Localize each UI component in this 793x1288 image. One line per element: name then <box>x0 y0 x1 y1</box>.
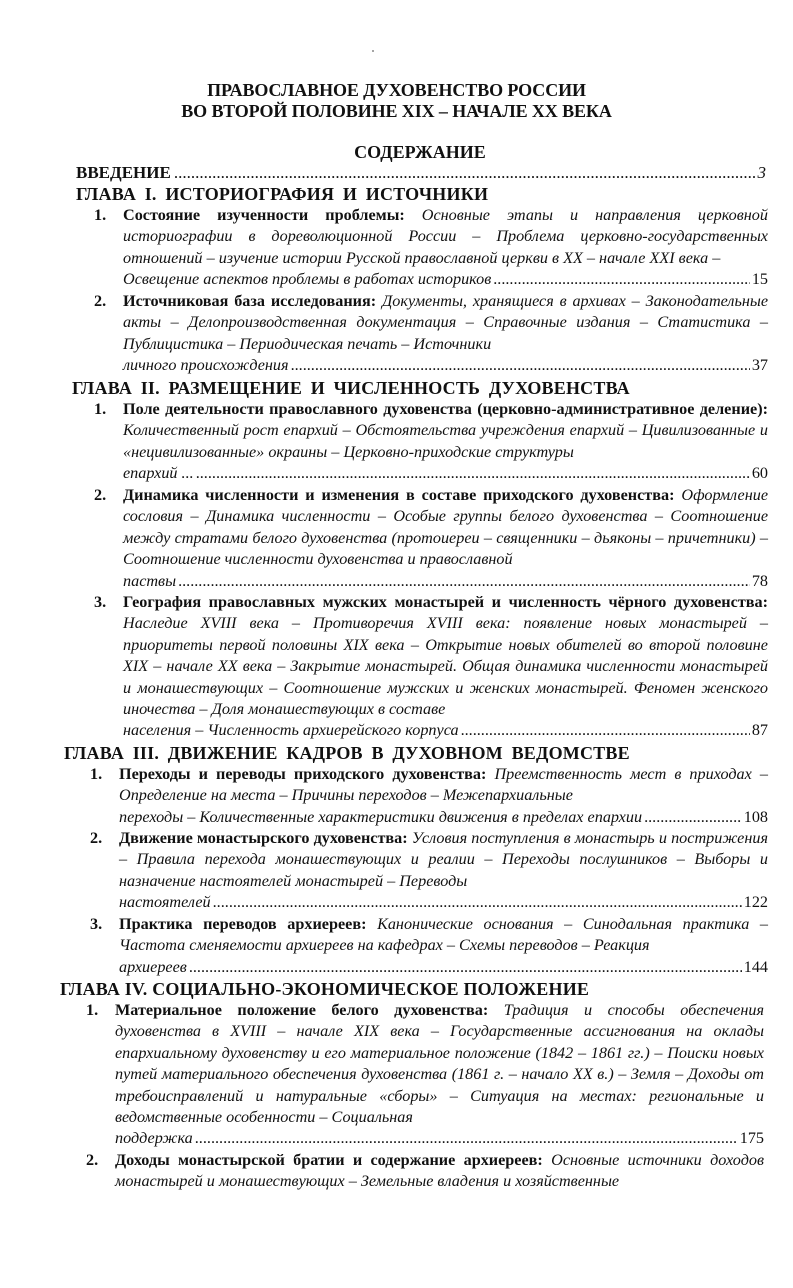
toc-page-number: 87 <box>751 721 768 740</box>
toc-page-number: 3 <box>757 163 766 182</box>
section-number: 2. <box>86 1151 99 1169</box>
dot-leader <box>493 269 750 290</box>
toc-entry-3-2[interactable] <box>92 828 768 914</box>
section-title: Движение монастырского духовенства: <box>119 829 408 847</box>
section-description: Преемственность мест в приходах – Определение на места – Причины переходов – Межепархиальные <box>119 765 768 805</box>
section-description-tail: личного происхождения <box>123 356 289 375</box>
section-description: Документы, хранящиеся в архивах – Законодательные акты – Делопроизводственная документация – Справочные издания – Статистика – Публицистика – Периодическая печать – Источники <box>123 292 769 353</box>
section-title: Состояние изученности проблемы: <box>123 206 405 224</box>
section-title: Материальное положение белого духовенства: <box>115 1001 489 1019</box>
section-title: Доходы монастырской братии и содержание архиереев: <box>115 1151 543 1169</box>
dot-leader <box>189 957 742 978</box>
section-last-line <box>123 269 768 290</box>
toc-page-number: 108 <box>743 807 768 826</box>
section-description: Основные этапы и направления церковной историографии в дореволюционной России – Проблема церковно-государственных отношений – изучение истории Русской православной церкви в XX – начале XXI века – <box>123 206 768 267</box>
section-number: 3. <box>90 915 103 933</box>
section-description-tail: настоятелей <box>119 893 211 912</box>
section-description-tail: архиереев <box>119 957 187 976</box>
toc-page-number: 144 <box>743 957 768 976</box>
section-description: Основные источники доходов монастырей и монашествующих – Земельные владения и хозяйственные <box>115 1151 764 1191</box>
toc-entry-2-3[interactable] <box>96 592 768 742</box>
toc-page-number: 60 <box>751 464 768 483</box>
toc-entry-4-1[interactable] <box>88 1000 764 1150</box>
section-number: 3. <box>94 593 107 611</box>
toc-page-number: 122 <box>743 893 768 912</box>
dot-leader <box>461 720 750 741</box>
section-description: Количественный рост епархий – Обстоятельства учреждения епархий – Цивилизованные и «нецивилизованные» окраины – Церковно-приходские структуры <box>123 421 768 461</box>
section-description-tail: поддержка <box>115 1129 193 1148</box>
toc-entry-4-2[interactable] <box>88 1150 764 1193</box>
section-last-line <box>119 957 768 978</box>
toc-entry-1-1[interactable] <box>96 205 768 291</box>
dot-leader <box>196 463 750 484</box>
contents-heading: СОДЕРЖАНИЕ <box>354 142 486 162</box>
toc-entry-label: ВВЕДЕНИЕ <box>76 163 171 182</box>
section-description-tail: населения – Численность архиерейского корпуса <box>123 721 459 740</box>
section-last-line <box>119 892 768 913</box>
toc-page-number: 37 <box>751 356 768 375</box>
book-title-line-2: ВО ВТОРОЙ ПОЛОВИНЕ XIX – НАЧАЛЕ XX ВЕКА <box>181 101 612 121</box>
section-title: География православных мужских монастырей и численность чёрного духовенства: <box>123 593 768 611</box>
section-title: Практика переводов архиереев: <box>119 915 367 933</box>
chapter-3-heading[interactable]: ГЛАВА III. ДВИЖЕНИЕ КАДРОВ В ДУХОВНОМ ВЕДОМСТВЕ <box>64 743 630 763</box>
section-last-line <box>123 571 768 592</box>
toc-page-number: 175 <box>739 1129 764 1148</box>
section-description: Канонические основания – Синодальная практика – Частота сменяемости архиереев на кафедрах – Схемы переводов – Реакция <box>119 915 768 955</box>
section-last-line <box>119 807 768 828</box>
toc-entry-2-1[interactable] <box>96 399 768 485</box>
section-number: 1. <box>94 400 107 418</box>
section-description: Традиция и способы обеспечения духовенства в XVIII – начале XIX века – Государственные ассигнования на оклады епархиальному духовенству и его материальное положение (1842 – 1861 гг.) – Поиски новых путей материального обеспечения духовенства (1861 г. – начало XX в.) – Земля – Доходы от требоисправлений и натуральные «сборы» – Ситуация на местах: региональные и ведомственные особенности – Социальная <box>115 1001 765 1127</box>
section-title: Источниковая база исследования: <box>123 292 377 310</box>
toc-page-number: 15 <box>751 270 768 289</box>
section-title: Динамика численности и изменения в составе приходского духовенства: <box>123 486 675 504</box>
section-number: 1. <box>86 1001 99 1019</box>
section-description: Оформление сословия – Динамика численности – Особые группы белого духовенства – Соотношение между стратами белого духовенства (протоиереи – священники – дьяконы – причетники) – Соотношение численности духовенства и православной <box>123 486 769 569</box>
book-title-line-1: ПРАВОСЛАВНОЕ ДУХОВЕНСТВО РОССИИ <box>207 80 586 100</box>
dot-leader <box>178 571 750 592</box>
toc-entry-introduction[interactable] <box>76 162 766 184</box>
toc-entry-1-2[interactable] <box>96 291 768 377</box>
dot-leader <box>174 162 755 184</box>
section-title: Переходы и переводы приходского духовенства: <box>119 765 487 783</box>
chapter-2-heading[interactable]: ГЛАВА II. РАЗМЕЩЕНИЕ И ЧИСЛЕННОСТЬ ДУХОВЕНСТВА <box>72 378 630 398</box>
section-number: 2. <box>94 486 107 504</box>
section-last-line <box>123 720 768 741</box>
dot-leader <box>213 892 742 913</box>
chapter-4-heading[interactable]: ГЛАВА IV. СОЦИАЛЬНО-ЭКОНОМИЧЕСКОЕ ПОЛОЖЕНИЕ <box>60 979 590 999</box>
toc-page-number: 78 <box>751 571 768 590</box>
section-number: 1. <box>94 206 107 224</box>
toc-entry-3-3[interactable] <box>92 914 768 978</box>
section-number: 1. <box>90 765 103 783</box>
section-last-line <box>123 463 768 484</box>
dot-leader <box>644 807 742 828</box>
section-description: Наследие XVIII века – Противоречия XVIII века: появление новых монастырей – приоритеты первой половины XIX века – Открытие новых обителей во второй половине XIX – начале XX века – Закрытие монастырей. Общая динамика численности монастырей и монашествующих – Соотношение мужских и женских монастырей. Феномен женского иночества – Доля монашествующих в составе <box>123 614 768 719</box>
section-description-tail: Освещение аспектов проблемы в работах историков <box>123 270 492 289</box>
section-number: 2. <box>90 829 103 847</box>
section-title: Поле деятельности православного духовенства (церковно-административное деление): <box>123 400 768 418</box>
dot-leader <box>291 355 750 376</box>
dot-leader <box>195 1128 738 1149</box>
chapter-1-heading[interactable]: ГЛАВА I. ИСТОРИОГРАФИЯ И ИСТОЧНИКИ <box>76 184 489 204</box>
section-last-line <box>115 1128 764 1149</box>
section-description-tail: переходы – Количественные характеристики движения в пределах епархии <box>119 807 643 826</box>
section-description-tail: епархий ... <box>123 464 194 483</box>
section-last-line <box>123 355 768 376</box>
section-number: 2. <box>94 292 107 310</box>
section-description: Условия поступления в монастырь и пострижения – Правила перехода монашествующих и реалии – Переходы послушников – Выборы и назначение настоятелей монастырей – Переводы <box>119 829 768 890</box>
toc-entry-3-1[interactable] <box>92 764 768 828</box>
toc-entry-2-2[interactable] <box>96 485 768 592</box>
scan-speck <box>372 50 374 52</box>
section-description-tail: паствы <box>123 571 177 590</box>
